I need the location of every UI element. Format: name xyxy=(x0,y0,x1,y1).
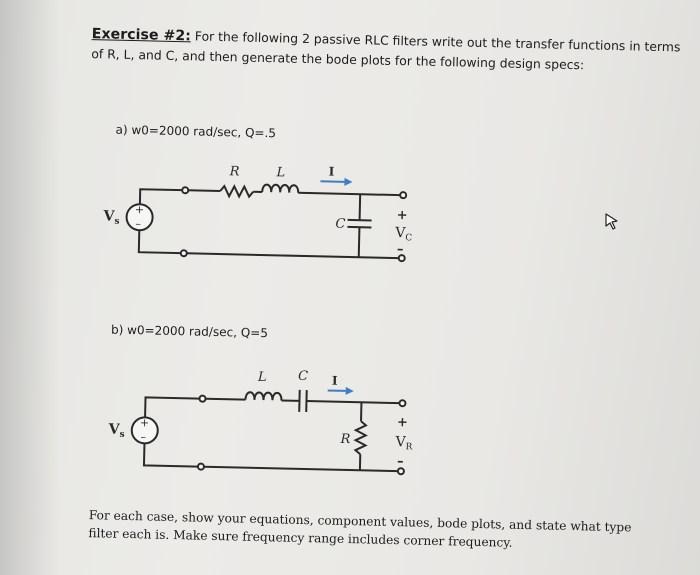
current-arrow-a xyxy=(320,181,344,182)
cap-wire-top-a xyxy=(360,194,361,220)
inductor-b-symbol xyxy=(245,392,281,400)
wire-bottom-left-a xyxy=(139,230,181,253)
source-a-label xyxy=(102,208,119,226)
footer-instructions: For each case, show your equations, component values, bode plots, and state what type filter each is. Make sure frequency range includes corner frequency. xyxy=(88,508,632,550)
part-a-label: a) w0=2000 rad/sec, Q=.5 xyxy=(115,122,277,141)
source-a-v: V xyxy=(103,208,115,225)
cap-wire-bottom-a xyxy=(359,227,360,257)
source-a-plus: + xyxy=(134,203,145,217)
terminal-b1 xyxy=(199,396,205,402)
current-arrowhead-a xyxy=(344,178,352,186)
current-arrowhead-b xyxy=(346,387,354,395)
output-b-minus: – xyxy=(396,454,404,470)
resistor-b-symbol xyxy=(355,421,366,454)
source-b-sub: s xyxy=(119,429,125,440)
exercise-header xyxy=(91,24,692,77)
output-a-minus: – xyxy=(396,242,404,258)
inductor-a-label: L xyxy=(276,165,286,181)
terminal-a1 xyxy=(182,187,188,193)
output-a-sub: C xyxy=(405,233,413,244)
terminal-b2 xyxy=(399,400,405,406)
source-b-minus: – xyxy=(140,430,147,444)
output-b-v: V xyxy=(395,434,406,451)
source-b-v: V xyxy=(108,421,120,438)
output-b-label xyxy=(394,434,413,452)
current-label-a: I xyxy=(328,164,335,179)
source-a-sub: s xyxy=(114,216,120,227)
capacitor-a-plate1 xyxy=(348,220,372,221)
capacitor-a-label: C xyxy=(335,216,346,232)
wire-top-left-b xyxy=(145,397,199,418)
mouse-cursor-icon xyxy=(604,212,620,230)
exercise-instructions: For the following 2 passive RLC filters write out the transfer functions in terms of R, L, and C, and then generate the bode plots for the following design specs: xyxy=(91,28,681,73)
output-a-v: V xyxy=(395,225,406,242)
source-a-minus: – xyxy=(135,217,142,231)
source-b-label xyxy=(108,422,125,440)
inductor-a-symbol xyxy=(262,184,298,192)
resistor-a-label: R xyxy=(229,164,240,180)
wire-bottom-b xyxy=(204,467,398,471)
wire-bottom-left-b xyxy=(144,443,198,466)
wire-top-a1 xyxy=(188,190,220,191)
wire-top-a3 xyxy=(298,193,400,195)
terminal-a2 xyxy=(400,192,406,198)
output-b-sub: R xyxy=(405,442,413,453)
wire-top-left-a xyxy=(140,189,182,205)
part-b-label: b) w0=2000 rad/sec, Q=5 xyxy=(110,322,269,341)
resistor-a-symbol xyxy=(220,186,253,197)
current-label-b: I xyxy=(331,373,338,388)
circuit-b-diagram xyxy=(78,359,441,492)
wire-top-b3 xyxy=(306,401,399,403)
exercise-title: Exercise #2: xyxy=(91,26,192,45)
circuit-a-diagram xyxy=(80,154,443,287)
capacitor-b-label: C xyxy=(297,368,309,385)
terminal-a3 xyxy=(181,250,187,256)
output-b-plus: + xyxy=(396,415,409,431)
terminal-b3 xyxy=(198,464,204,470)
wire-top-b1 xyxy=(205,399,245,400)
inductor-b-label: L xyxy=(257,369,267,386)
output-a-label xyxy=(394,225,413,243)
output-a-plus: + xyxy=(396,208,408,224)
source-b-plus: + xyxy=(139,416,150,430)
wire-bottom-a xyxy=(187,253,399,258)
resistor-b-label: R xyxy=(340,431,351,448)
